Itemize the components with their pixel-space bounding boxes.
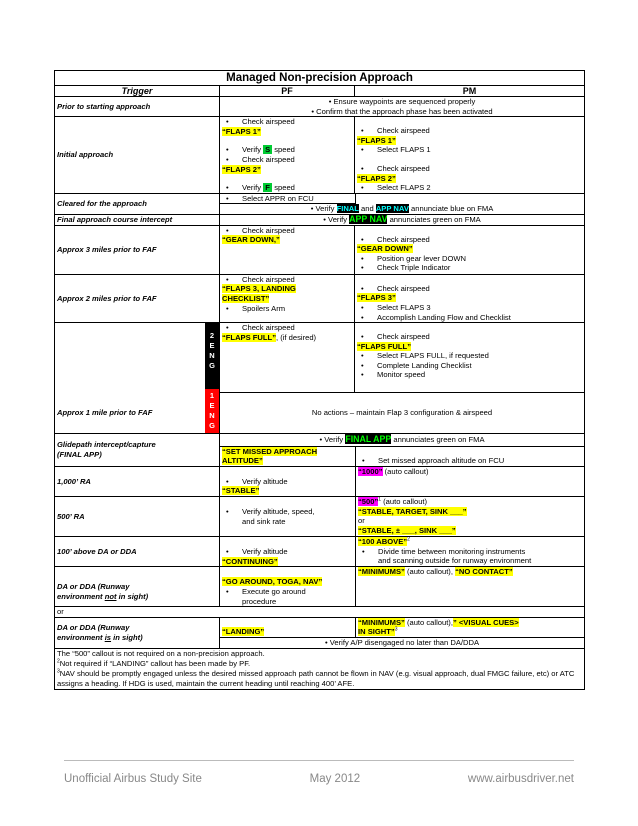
text: • Monitor speed bbox=[357, 370, 582, 380]
tag-char: G bbox=[209, 361, 215, 371]
text: not bbox=[104, 591, 117, 601]
text: • Verify altitude bbox=[222, 477, 353, 487]
trigger-prior: Prior to starting approach bbox=[55, 97, 220, 117]
page-footer bbox=[64, 773, 574, 785]
s-speed-symbol: S bbox=[265, 145, 271, 155]
row-prior bbox=[55, 97, 585, 117]
text: • Check airspeed bbox=[222, 275, 352, 285]
cell-glide: • Verify FINAL APP annunciates green on FMA “SET MISSED APPROACH ALTITUDE” • Set missed approach altitude on FCU bbox=[220, 434, 585, 467]
fma-final: FINAL bbox=[336, 204, 359, 214]
callout: “MINIMUMS” bbox=[358, 617, 405, 627]
trigger-cleared: Cleared for the approach bbox=[55, 193, 220, 214]
tag-char: E bbox=[209, 341, 215, 351]
text: • Check airspeed bbox=[357, 126, 582, 136]
no-actions-note: No actions – maintain Flap 3 configuration & airspeed bbox=[220, 393, 585, 434]
text: • Accomplish Landing Flow and Checklist bbox=[357, 313, 582, 323]
trigger-1000: 1,000’ RA bbox=[55, 466, 220, 496]
trigger-500: 500’ RA bbox=[55, 497, 220, 537]
footnote-ref: 2 bbox=[407, 536, 410, 543]
text: Verify bbox=[328, 214, 350, 224]
fma-app-nav-green: APP NAV bbox=[349, 213, 388, 224]
pm-2nm bbox=[355, 274, 585, 322]
pf-1nm bbox=[220, 323, 355, 393]
trigger-initial: Initial approach bbox=[55, 117, 220, 194]
tag-char: 2 bbox=[209, 331, 215, 341]
text: • Check airspeed bbox=[222, 323, 352, 333]
both-prior: • Ensure waypoints are sequenced properly • Confirm that the approach phase has been activated bbox=[220, 97, 585, 117]
pf-initial bbox=[220, 117, 355, 194]
text: (auto callout) bbox=[382, 466, 429, 476]
auto-callout: “500” bbox=[358, 497, 379, 507]
tag-char: N bbox=[209, 411, 215, 421]
callout: “100 ABOVE” bbox=[358, 537, 408, 547]
cell-cleared: • Select APPR on FCU • Verify FINAL and APP NAV annunciate blue on FMA bbox=[220, 193, 585, 214]
callout: “STABLE” bbox=[222, 486, 260, 496]
text: Glidepath intercept/capture bbox=[57, 440, 156, 450]
footer-center: May 2012 bbox=[309, 773, 361, 785]
procedure-document bbox=[54, 70, 584, 690]
pm-initial bbox=[355, 117, 585, 194]
text: annunciates green on FMA bbox=[391, 435, 485, 445]
footnote: Not required if “LANDING” callout has been made by PF. bbox=[59, 658, 251, 668]
text: • Check airspeed bbox=[222, 117, 352, 127]
one-engine-tag bbox=[205, 389, 219, 433]
row-da bbox=[55, 617, 585, 648]
text: Verify A/P disengaged no later than DA/DDA bbox=[329, 638, 480, 647]
text: • Select FLAPS 3 bbox=[357, 303, 582, 313]
tag-char: G bbox=[209, 421, 215, 431]
text: • Select FLAPS 1 bbox=[357, 145, 582, 155]
row-2nm bbox=[55, 274, 585, 322]
text: speed bbox=[272, 183, 295, 193]
row-da-not bbox=[55, 567, 585, 607]
callout: “FLAPS FULL” bbox=[357, 341, 411, 351]
footnote-ref: 1 bbox=[378, 496, 382, 503]
two-engine-tag bbox=[205, 323, 219, 389]
footnote-ref: 3 bbox=[394, 626, 398, 633]
table-header bbox=[55, 86, 585, 97]
text: in sight) bbox=[111, 632, 143, 642]
cell-500 bbox=[220, 497, 585, 537]
text: Verify bbox=[242, 145, 264, 155]
text bbox=[222, 145, 352, 155]
trigger-fac: Final approach course intercept bbox=[55, 214, 220, 225]
text: • Set missed approach altitude on FCU bbox=[358, 456, 582, 466]
trigger-100: 100’ above DA or DDA bbox=[55, 537, 220, 567]
text: in sight) bbox=[116, 591, 149, 601]
footnote: The “500” callout is not required on a non-precision approach. bbox=[57, 648, 265, 658]
trigger-glide bbox=[55, 434, 220, 467]
footer-right: www.airbusdriver.net bbox=[467, 773, 574, 785]
row-fac bbox=[55, 214, 585, 225]
text: Verify bbox=[315, 204, 337, 214]
text: Verify bbox=[324, 435, 346, 445]
text: annunciate blue on FMA bbox=[408, 204, 494, 214]
text: • Verify altitude bbox=[222, 547, 353, 557]
text: , (if desired) bbox=[276, 332, 317, 342]
text: or bbox=[358, 516, 365, 526]
header-pm: PM bbox=[355, 86, 585, 97]
callout: “NO CONTACT” bbox=[455, 567, 513, 577]
tag-char: E bbox=[209, 401, 215, 411]
pm-1nm bbox=[355, 323, 585, 393]
text: annunciates green on FMA bbox=[387, 214, 481, 224]
callout: “FLAPS 2” bbox=[222, 164, 261, 174]
callout: “FLAPS 3, LANDING bbox=[222, 284, 296, 294]
row-1000 bbox=[55, 466, 585, 496]
row-100 bbox=[55, 537, 585, 567]
callout: “FLAPS FULL” bbox=[222, 332, 276, 342]
text: • Verify altitude, speed, bbox=[222, 507, 353, 517]
text: • Complete Landing Checklist bbox=[357, 361, 582, 371]
text bbox=[222, 183, 352, 193]
procedure-table bbox=[54, 70, 585, 690]
callout: “STABLE, ± ___, SINK ___” bbox=[358, 525, 456, 535]
text: • Check Triple Indicator bbox=[357, 263, 582, 273]
callout: “FLAPS 2” bbox=[357, 173, 396, 183]
callout: ALTITUDE” bbox=[222, 456, 263, 466]
trigger-da-not bbox=[55, 567, 220, 607]
callout: “FLAPS 3” bbox=[357, 293, 396, 303]
fma-final-app: FINAL APP bbox=[345, 434, 392, 445]
cell-da-not bbox=[220, 567, 585, 607]
callout: “FLAPS 1” bbox=[357, 135, 396, 145]
text: (FINAL APP) bbox=[57, 449, 102, 459]
text: • Check airspeed bbox=[357, 332, 582, 342]
text: and bbox=[358, 204, 376, 214]
text: (auto callout) bbox=[381, 497, 428, 507]
callout: ” <VISUAL CUES> bbox=[452, 617, 519, 627]
callout: “FLAPS 1” bbox=[222, 126, 261, 136]
text: • Check airspeed bbox=[222, 155, 352, 165]
row-or bbox=[55, 607, 585, 618]
callout: IN SIGHT” bbox=[358, 627, 395, 637]
text: • Select FLAPS FULL, if requested bbox=[357, 351, 582, 361]
both-fac: • Verify APP NAV annunciates green on FMA bbox=[220, 214, 585, 225]
text: DA or DDA (Runway bbox=[57, 582, 130, 592]
text: speed bbox=[272, 145, 295, 155]
text: • Check airspeed bbox=[357, 284, 582, 294]
header-trigger: Trigger bbox=[55, 86, 220, 97]
cell-da: “LANDING” “MINIMUMS” (auto callout),” <VISUAL CUES> IN SIGHT”$^3$ • Verify A/P disengaged no later than DA/DDA bbox=[220, 617, 585, 648]
text: environment bbox=[57, 591, 105, 601]
f-speed-symbol: F bbox=[263, 183, 272, 192]
page-title: Managed Non-precision Approach bbox=[55, 71, 585, 86]
row-500 bbox=[55, 497, 585, 537]
pf-2nm bbox=[220, 274, 355, 322]
or-separator: or bbox=[55, 607, 585, 618]
text: DA or DDA (Runway bbox=[57, 623, 130, 633]
trigger-2nm: Approx 2 miles prior to FAF bbox=[55, 274, 220, 322]
callout: “GEAR DOWN,” bbox=[222, 235, 280, 245]
text: and sink rate bbox=[242, 516, 286, 526]
row-glide bbox=[55, 434, 585, 467]
text: and scanning outside for runway environment bbox=[378, 556, 532, 566]
callout: “SET MISSED APPROACH bbox=[222, 446, 318, 456]
cell-1000 bbox=[220, 466, 585, 496]
text: Ensure waypoints are sequenced properly bbox=[333, 97, 476, 106]
text: • Execute go around bbox=[222, 587, 353, 597]
tag-char: 1 bbox=[209, 391, 215, 401]
callout: “CONTINUING” bbox=[222, 556, 278, 566]
text: (auto callout), bbox=[404, 567, 456, 577]
pm-3nm bbox=[355, 225, 585, 274]
callout: “GEAR DOWN” bbox=[357, 244, 413, 254]
callout: “MINIMUMS” bbox=[358, 567, 405, 577]
text: • Check airspeed bbox=[222, 226, 352, 236]
text: is bbox=[104, 632, 112, 642]
text: • Check airspeed bbox=[357, 235, 582, 245]
text: (auto callout), bbox=[404, 617, 453, 627]
text: • Position gear lever DOWN bbox=[357, 254, 582, 264]
text: • Check airspeed bbox=[357, 164, 582, 174]
footer-divider bbox=[64, 760, 574, 761]
cell-100 bbox=[220, 537, 585, 567]
trigger-da bbox=[55, 617, 220, 648]
text: Verify bbox=[242, 183, 264, 193]
header-pf: PF bbox=[220, 86, 355, 97]
trigger-3nm: Approx 3 miles prior to FAF bbox=[55, 225, 220, 274]
text: procedure bbox=[242, 596, 277, 606]
text: • Select APPR on FCU bbox=[222, 194, 353, 204]
row-3nm bbox=[55, 225, 585, 274]
trigger-1nm bbox=[55, 323, 220, 434]
text: • Divide time between monitoring instruments bbox=[358, 547, 582, 557]
fma-app-nav: APP NAV bbox=[375, 204, 409, 214]
footnotes: The “500” callout is not required on a non-precision approach. $^2$Not required if “LANDING” callout has been made by PF. $^3$NAV should be promptly engaged unless the desired missed approach path cannot be flown in NAV (e.g. visual approach, dual FMGC failure, etc) or ATC assigns a heading. If HDG is used, maintain the current heading until reaching 400’ AFE. bbox=[55, 648, 585, 689]
text: Confirm that the approach phase has been activated bbox=[316, 106, 493, 116]
text: • Select FLAPS 2 bbox=[357, 183, 582, 193]
callout: CHECKLIST” bbox=[222, 293, 270, 303]
footer-left: Unofficial Airbus Study Site bbox=[64, 773, 202, 785]
pf-3nm bbox=[220, 225, 355, 274]
text: environment bbox=[57, 632, 105, 642]
callout: “LANDING” bbox=[222, 626, 265, 636]
row-footnotes bbox=[55, 648, 585, 689]
auto-callout: “1000” bbox=[358, 466, 383, 476]
callout: “STABLE, TARGET, SINK ___” bbox=[358, 506, 467, 516]
callout: “GO AROUND, TOGA, NAV” bbox=[222, 577, 323, 587]
trigger-1nm-label: Approx 1 mile prior to FAF bbox=[57, 407, 153, 417]
row-initial bbox=[55, 117, 585, 194]
footnote: NAV should be promptly engaged unless the desired missed approach path cannot be flown in NAV (e.g. visual approach, dual FMGC failure, etc) or ATC assigns a heading. If HDG is used, maintain the current heading until reaching 400’ AFE. bbox=[57, 668, 575, 688]
tag-char: N bbox=[209, 351, 215, 361]
text: • Spoilers Arm bbox=[222, 304, 352, 314]
row-1nm-2eng bbox=[55, 323, 585, 393]
row-cleared bbox=[55, 193, 585, 214]
